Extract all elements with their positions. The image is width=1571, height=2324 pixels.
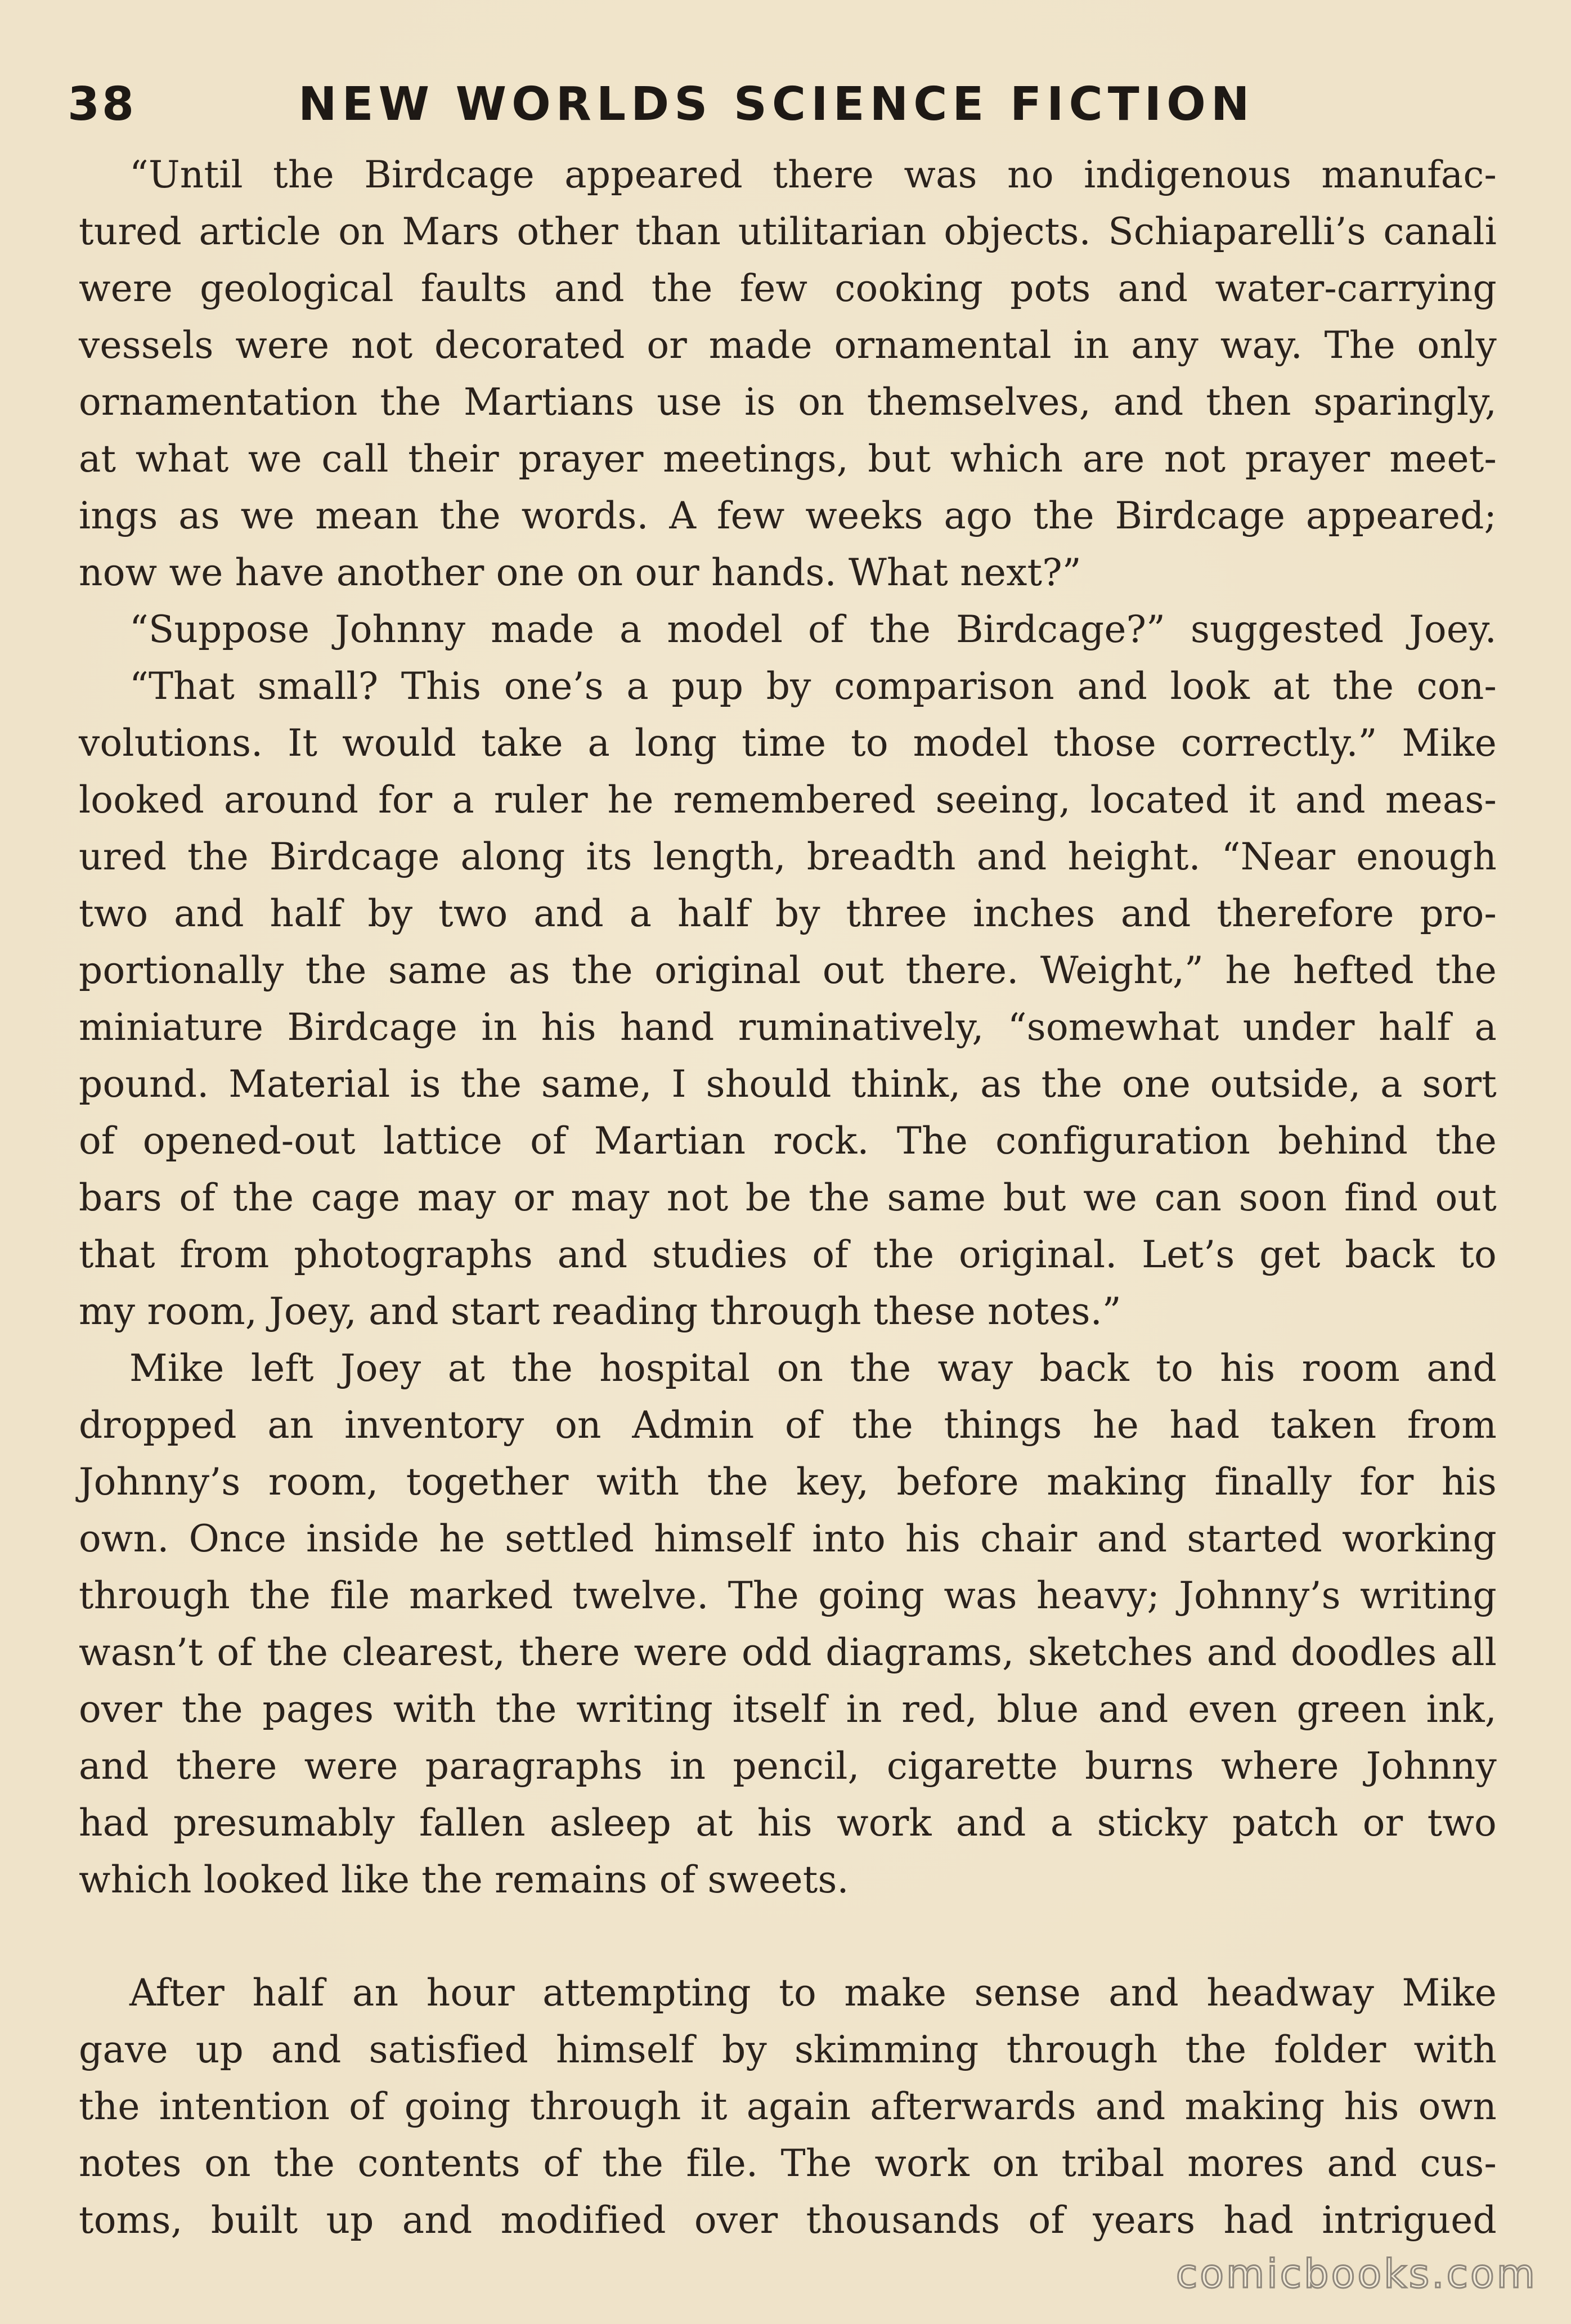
text-line: miniature Birdcage in his hand ruminatively, “somewhat under half a: [79, 1006, 1497, 1049]
text-line: my room, Joey, and start reading through these notes.”: [79, 1290, 1121, 1333]
text-line: ornamentation the Martians use is on themselves, and then sparingly,: [79, 380, 1497, 424]
running-head: NEW WORLDS SCIENCE FICTION: [298, 78, 1255, 131]
text-line: pound. Material is the same, I should think, as the one outside, a sort: [79, 1062, 1497, 1106]
body-text: [79, 146, 1497, 2249]
text-line: looked around for a ruler he remembered seeing, located it and meas-: [79, 778, 1497, 822]
text-line: two and half by two and a half by three inches and therefore pro-: [79, 892, 1497, 935]
text-line: and there were paragraphs in pencil, cigarette burns where Johnny: [79, 1744, 1497, 1788]
text-line: ured the Birdcage along its length, breadth and height. “Near enough: [79, 835, 1497, 878]
text-line: ings as we mean the words. A few weeks ago the Birdcage appeared;: [79, 494, 1497, 537]
text-line: which looked like the remains of sweets.: [79, 1858, 849, 1901]
text-line: had presumably fallen asleep at his work and a sticky patch or two: [79, 1801, 1497, 1845]
text-line: over the pages with the writing itself in red, blue and even green ink,: [79, 1688, 1497, 1731]
text-line: wasn’t of the clearest, there were odd diagrams, sketches and doodles all: [79, 1631, 1497, 1674]
text-line: notes on the contents of the file. The work on tribal mores and cus-: [79, 2142, 1497, 2185]
text-line: portionally the same as the original out there. Weight,” he hefted the: [79, 949, 1497, 992]
text-line: at what we call their prayer meetings, but which are not prayer meet-: [79, 437, 1497, 481]
text-line: After half an hour attempting to make sense and headway Mike: [129, 1971, 1497, 2015]
text-line: own. Once inside he settled himself into his chair and started working: [79, 1517, 1497, 1560]
text-line: Mike left Joey at the hospital on the way back to his room and: [129, 1347, 1497, 1390]
text-line: vessels were not decorated or made ornamental in any way. The only: [79, 324, 1497, 367]
text-line: bars of the cage may or may not be the same but we can soon find out: [79, 1176, 1497, 1219]
text-line: now we have another one on our hands. What next?”: [79, 551, 1081, 594]
section-break: [79, 1908, 1497, 1964]
text-line: dropped an inventory on Admin of the things he had taken from: [79, 1403, 1497, 1447]
text-line: through the file marked twelve. The going was heavy; Johnny’s writing: [79, 1574, 1497, 1617]
text-line: gave up and satisfied himself by skimming through the folder with: [79, 2028, 1497, 2071]
text-line: volutions. It would take a long time to model those correctly.” Mike: [79, 721, 1497, 765]
text-line: Johnny’s room, together with the key, before making finally for his: [79, 1460, 1497, 1504]
text-line: “Suppose Johnny made a model of the Birdcage?” suggested Joey.: [129, 608, 1497, 651]
text-line: the intention of going through it again afterwards and making his own: [79, 2085, 1497, 2128]
text-line: that from photographs and studies of the original. Let’s get back to: [79, 1233, 1497, 1276]
page-number: 38: [68, 78, 137, 131]
text-line: “Until the Birdcage appeared there was no indigenous manufac-: [129, 153, 1497, 196]
text-line: of opened-out lattice of Martian rock. The configuration behind the: [79, 1119, 1497, 1163]
watermark: comicbooks.com: [1175, 2251, 1537, 2297]
page-header: [68, 62, 1502, 135]
text-line: toms, built up and modified over thousands of years had intrigued: [79, 2199, 1497, 2242]
text-line: tured article on Mars other than utilitarian objects. Schiaparelli’s canali: [79, 210, 1497, 253]
text-line: “That small? This one’s a pup by comparison and look at the con-: [129, 665, 1497, 708]
text-line: were geological faults and the few cooking pots and water-carrying: [79, 267, 1497, 310]
